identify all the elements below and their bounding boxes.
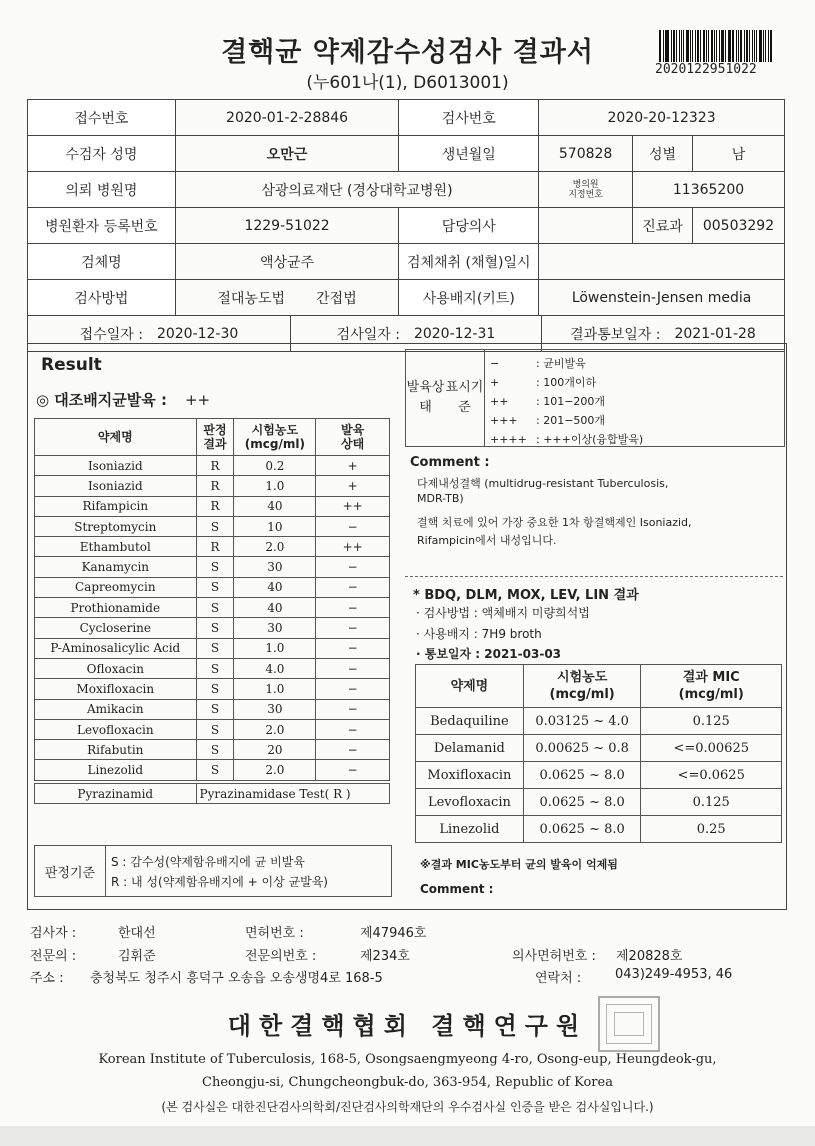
drug-judge: S	[196, 638, 234, 658]
drug-judge: S	[196, 618, 234, 638]
growth-symbol: −	[490, 357, 500, 370]
mic-table	[415, 664, 782, 843]
drug-name: Isoniazid	[35, 476, 197, 496]
drug-name: Rifampicin	[35, 496, 197, 516]
drug-row	[35, 658, 390, 678]
barcode-bar	[759, 30, 762, 62]
bdq-media: · 사용배지 : 7H9 broth	[416, 627, 542, 641]
bdq-comment: Comment :	[420, 882, 494, 896]
mic-row	[416, 708, 782, 735]
drug-row	[35, 699, 390, 719]
mic-row	[416, 762, 782, 789]
drug-row	[35, 638, 390, 658]
drug-row	[35, 740, 390, 760]
barcode-bar	[663, 30, 664, 62]
mic-note: ※결과 MIC농도부터 균의 발육이 억제됨	[420, 858, 618, 871]
mic-row	[416, 789, 782, 816]
recv-date: 2020-12-30	[156, 325, 239, 342]
growth-legend-label: 발육상태 표시기준	[406, 350, 485, 446]
drug-judge: S	[196, 516, 234, 536]
drug-name: Capreomycin	[35, 577, 197, 597]
drug-conc: 30	[234, 557, 316, 577]
barcode-bar	[749, 30, 750, 62]
drug-name: Cycloserine	[35, 618, 197, 638]
growth-symbol: ++	[490, 395, 509, 408]
barcode-bar	[725, 30, 726, 62]
criteria-r: R : 내 성(약제함유배지에 + 이상 균발육)	[111, 875, 328, 889]
dob: 570828	[539, 136, 633, 172]
col-judge: 판정 결과	[196, 419, 234, 456]
barcode-bar	[714, 30, 716, 62]
drug-growth: −	[316, 719, 390, 739]
report-date: 2021-01-28	[674, 325, 756, 342]
drug-name: Streptomycin	[35, 516, 197, 536]
comment-line: MDR-TB)	[417, 492, 464, 505]
specialist-no: 제234호	[360, 949, 410, 964]
barcode-bar	[744, 30, 745, 62]
drug-name: Prothionamide	[35, 598, 197, 618]
growth-legend-row	[490, 412, 605, 428]
examiner-label: 검사자 :	[30, 926, 77, 941]
method: 절대농도법 간접법	[175, 280, 399, 316]
barcode-bar	[754, 30, 756, 62]
barcode	[659, 30, 773, 62]
address-label: 주소 :	[30, 971, 64, 986]
mic-value: <=0.0625	[641, 762, 782, 789]
drug-name: Moxifloxacin	[35, 679, 197, 699]
barcode-bar	[700, 30, 701, 62]
drug-growth: −	[316, 598, 390, 618]
doctor-label: 담당의사	[399, 208, 539, 244]
receipt-no-label: 접수번호	[28, 100, 176, 136]
org-address-en: Korean Institute of Tuberculosis, 168-5, Osongsaengmyeong 4-ro, Osong-eup, Heungdeok-gu,	[98, 1052, 717, 1067]
official-seal	[598, 996, 660, 1052]
barcode-bar	[706, 30, 707, 62]
control-growth: ◎ 대조배지균발육 : ++	[36, 391, 211, 409]
barcode-bar	[763, 30, 765, 62]
doctor	[539, 208, 633, 244]
comment-line: Rifampicin에서 내성입니다.	[417, 534, 557, 547]
drug-row	[35, 598, 390, 618]
mic-conc: 0.00625 ~ 0.8	[523, 735, 641, 762]
license-no: 제47946호	[360, 926, 427, 941]
drug-name: Ofloxacin	[35, 658, 197, 678]
test-no: 2020-20-12323	[539, 100, 785, 136]
drug-name: Amikacin	[35, 699, 197, 719]
barcode-bar	[673, 30, 675, 62]
specialist-label: 전문의 :	[30, 949, 77, 964]
organization-name: 대한결핵협회 결핵연구원	[227, 1012, 588, 1040]
drug-name: P-Aminosalicylic Acid	[35, 638, 197, 658]
patient-name-label: 수검자 성명	[28, 136, 176, 172]
growth-desc: : +++이상(융합발육)	[536, 433, 644, 446]
specimen: 액상균주	[175, 244, 399, 280]
barcode-bar	[728, 30, 729, 62]
drug-row	[35, 537, 390, 557]
license-label: 면허번호 :	[245, 926, 304, 941]
doctor-license-no: 제20828호	[616, 949, 683, 964]
barcode-bar	[711, 30, 713, 62]
collect-label: 검체채취 (채혈)일시	[399, 244, 539, 280]
drug-judge: S	[196, 760, 234, 780]
barcode-bar	[671, 30, 672, 62]
collect	[539, 244, 785, 280]
drug-conc: 2.0	[234, 760, 316, 780]
drug-row	[35, 496, 390, 516]
criteria-box	[34, 845, 392, 897]
drug-conc: 4.0	[234, 658, 316, 678]
drug-conc: 1.0	[234, 476, 316, 496]
hospital-code: 11365200	[633, 172, 785, 208]
drug-conc: 2.0	[234, 719, 316, 739]
drug-growth: −	[316, 516, 390, 536]
pyrazinamid-row	[34, 783, 390, 804]
growth-legend-row	[490, 393, 605, 409]
barcode-bar	[756, 30, 757, 62]
barcode-bar	[676, 30, 678, 62]
barcode-bar	[716, 30, 717, 62]
barcode-bar	[770, 30, 772, 62]
drug-growth: ++	[316, 537, 390, 557]
barcode-bar	[681, 30, 682, 62]
criteria-s: S : 감수성(약제함유배지에 균 비발육	[111, 855, 305, 869]
hospital-label: 의뢰 병원명	[28, 172, 176, 208]
pyrazinamid-result: Pyrazinamidase Test( R )	[196, 784, 389, 804]
comment-line: 결핵 치료에 있어 가장 중요한 1차 항결핵제인 Isoniazid,	[417, 516, 692, 529]
org-address-en-2: Cheongju-si, Chungcheongbuk-do, 363-954, Republic of Korea	[202, 1075, 613, 1090]
mic-value: 0.125	[641, 708, 782, 735]
patient-info-table	[27, 99, 785, 352]
receipt-no: 2020-01-2-28846	[175, 100, 399, 136]
barcode-bar	[740, 30, 743, 62]
recv-date-label: 접수일자 :	[79, 326, 143, 343]
method-label: 검사방법	[28, 280, 176, 316]
col-conc: 시험농도 (mcg/ml)	[234, 419, 316, 456]
drug-judge: S	[196, 740, 234, 760]
pyrazinamid-name: Pyrazinamid	[35, 784, 197, 804]
test-date: 2020-12-31	[413, 325, 496, 342]
barcode-bar	[752, 30, 753, 62]
drug-conc: 40	[234, 577, 316, 597]
patient-name: 오만근	[175, 136, 399, 172]
growth-symbol: +++	[490, 414, 518, 427]
drug-judge: R	[196, 496, 234, 516]
mic-conc: 0.0625 ~ 8.0	[523, 762, 641, 789]
drug-judge: S	[196, 598, 234, 618]
specialist-name: 김휘준	[118, 949, 156, 964]
drug-row	[35, 618, 390, 638]
growth-desc: : 100개이하	[536, 376, 597, 389]
barcode-bar	[683, 30, 684, 62]
barcode-bar	[690, 30, 692, 62]
growth-symbol: +	[490, 376, 500, 389]
barcode-bar	[692, 30, 693, 62]
barcode-bar	[703, 30, 706, 62]
mic-drug: Bedaquiline	[416, 708, 524, 735]
drug-row	[35, 577, 390, 597]
growth-legend	[405, 349, 785, 447]
mic-drug: Moxifloxacin	[416, 762, 524, 789]
mic-conc: 0.0625 ~ 8.0	[523, 789, 641, 816]
barcode-bar	[768, 30, 769, 62]
drug-growth: +	[316, 456, 390, 476]
drug-growth: −	[316, 638, 390, 658]
drug-name: Kanamycin	[35, 557, 197, 577]
barcode-bar	[665, 30, 666, 62]
mic-drug: Linezolid	[416, 816, 524, 843]
drug-row	[35, 476, 390, 496]
drug-growth: −	[316, 740, 390, 760]
drug-judge: S	[196, 658, 234, 678]
report-subtitle: (누601나(1), D6013001)	[306, 73, 509, 93]
barcode-bar	[721, 30, 724, 62]
media: Löwenstein-Jensen media	[539, 280, 785, 316]
bdq-method: · 검사방법 : 액체배지 미량희석법	[416, 606, 590, 620]
comment-line: 다제내성결핵 (multidrug-resistant Tuberculosis,	[417, 477, 669, 490]
media-label: 사용배지(키트)	[399, 280, 539, 316]
barcode-bar	[746, 30, 748, 62]
report-title: 결핵균 약제감수성검사 결과서	[221, 37, 594, 68]
drug-judge: R	[196, 456, 234, 476]
barcode-bar	[732, 30, 734, 62]
drug-row	[35, 516, 390, 536]
drug-table	[34, 418, 390, 781]
drug-conc: 10	[234, 516, 316, 536]
drug-growth: −	[316, 577, 390, 597]
barcode-bar	[697, 30, 699, 62]
mic-conc: 0.0625 ~ 8.0	[523, 816, 641, 843]
barcode-bar	[736, 30, 737, 62]
mic-row	[416, 816, 782, 843]
hospital: 삼광의료재단 (경상대학교병원)	[175, 172, 538, 208]
contact-label: 연락처 :	[535, 971, 582, 986]
dept: 00503292	[692, 208, 784, 244]
address: 충청북도 청주시 흥덕구 오송읍 오송생명4로 168-5	[90, 971, 383, 986]
drug-name: Levofloxacin	[35, 719, 197, 739]
sex-label: 성별	[633, 136, 693, 172]
drug-conc: 1.0	[234, 679, 316, 699]
drug-conc: 30	[234, 618, 316, 638]
mic-value: 0.25	[641, 816, 782, 843]
mic-conc: 0.03125 ~ 4.0	[523, 708, 641, 735]
section-divider	[405, 576, 783, 577]
drug-judge: S	[196, 557, 234, 577]
mic-drug: Levofloxacin	[416, 789, 524, 816]
barcode-bar	[686, 30, 689, 62]
drug-conc: 40	[234, 496, 316, 516]
growth-desc: : 균비발육	[536, 357, 586, 370]
drug-judge: S	[196, 577, 234, 597]
drug-judge: S	[196, 679, 234, 699]
drug-name: Isoniazid	[35, 456, 197, 476]
contact: 043)249-4953, 46	[615, 967, 733, 982]
dept-label: 진료과	[633, 208, 693, 244]
drug-growth: −	[316, 557, 390, 577]
growth-legend-row	[490, 374, 596, 390]
barcode-bar	[666, 30, 669, 62]
drug-growth: −	[316, 760, 390, 780]
col-drug: 약제명	[35, 419, 197, 456]
bottom-bar	[0, 1126, 815, 1146]
barcode-bar	[679, 30, 680, 62]
hospital-code-label: 병의원 지정번호	[539, 172, 633, 208]
drug-judge: S	[196, 699, 234, 719]
certification-note: (본 검사실은 대한진단검사의학회/진단검사의학재단의 우수검사실 인증을 받은 검사실입니다.)	[161, 1100, 654, 1114]
mic-value: <=0.00625	[641, 735, 782, 762]
growth-legend-row	[490, 431, 643, 447]
growth-desc: : 101−200개	[536, 395, 606, 408]
drug-judge: R	[196, 537, 234, 557]
drug-growth: −	[316, 699, 390, 719]
mic-value: 0.125	[641, 789, 782, 816]
barcode-bar	[738, 30, 739, 62]
barcode-bar	[659, 30, 661, 62]
growth-legend-row	[490, 355, 586, 371]
test-no-label: 검사번호	[399, 100, 539, 136]
drug-judge: R	[196, 476, 234, 496]
mic-drug: Delamanid	[416, 735, 524, 762]
growth-desc: : 201−500개	[536, 414, 606, 427]
mic-col-conc: 시험농도 (mcg/ml)	[523, 665, 641, 708]
mic-col-drug: 약제명	[416, 665, 524, 708]
drug-row	[35, 760, 390, 780]
barcode-bar	[708, 30, 709, 62]
bdq-heading: * BDQ, DLM, MOX, LEV, LIN 결과	[413, 588, 639, 603]
drug-growth: −	[316, 679, 390, 699]
drug-row	[35, 719, 390, 739]
test-date-label: 검사일자 :	[336, 326, 400, 343]
drug-growth: ++	[316, 496, 390, 516]
sex: 남	[692, 136, 784, 172]
drug-conc: 2.0	[234, 537, 316, 557]
drug-growth: +	[316, 476, 390, 496]
barcode-bar	[695, 30, 696, 62]
barcode-bar	[719, 30, 720, 62]
drug-name: Linezolid	[35, 760, 197, 780]
mic-row	[416, 735, 782, 762]
drug-name: Ethambutol	[35, 537, 197, 557]
specialist-no-label: 전문의번호 :	[245, 949, 317, 964]
comment-heading: Comment :	[410, 455, 490, 470]
drug-growth: −	[316, 658, 390, 678]
drug-conc: 0.2	[234, 456, 316, 476]
drug-conc: 1.0	[234, 638, 316, 658]
drug-row	[35, 456, 390, 476]
doctor-license-label: 의사면허번호 :	[512, 949, 596, 964]
dob-label: 생년월일	[399, 136, 539, 172]
report-date-label: 결과통보일자 :	[570, 326, 661, 343]
bdq-report-date: · 통보일자 : 2021-03-03	[416, 647, 562, 661]
result-heading: Result	[41, 355, 102, 375]
barcode-number: 2020122951022	[655, 62, 757, 77]
barcode-bar	[729, 30, 731, 62]
growth-symbol: ++++	[490, 433, 527, 446]
mic-col-result: 결과 MIC (mcg/ml)	[641, 665, 782, 708]
drug-name: Rifabutin	[35, 740, 197, 760]
drug-conc: 20	[234, 740, 316, 760]
criteria-label: 판정기준	[35, 846, 106, 896]
col-growth: 발육 상태	[316, 419, 390, 456]
drug-conc: 40	[234, 598, 316, 618]
reg-no: 1229-51022	[175, 208, 399, 244]
drug-row	[35, 557, 390, 577]
drug-growth: −	[316, 618, 390, 638]
examiner-name: 한대선	[118, 926, 156, 941]
reg-no-label: 병원환자 등록번호	[28, 208, 176, 244]
specimen-label: 검체명	[28, 244, 176, 280]
drug-judge: S	[196, 719, 234, 739]
drug-conc: 30	[234, 699, 316, 719]
drug-row	[35, 679, 390, 699]
barcode-bar	[765, 30, 766, 62]
